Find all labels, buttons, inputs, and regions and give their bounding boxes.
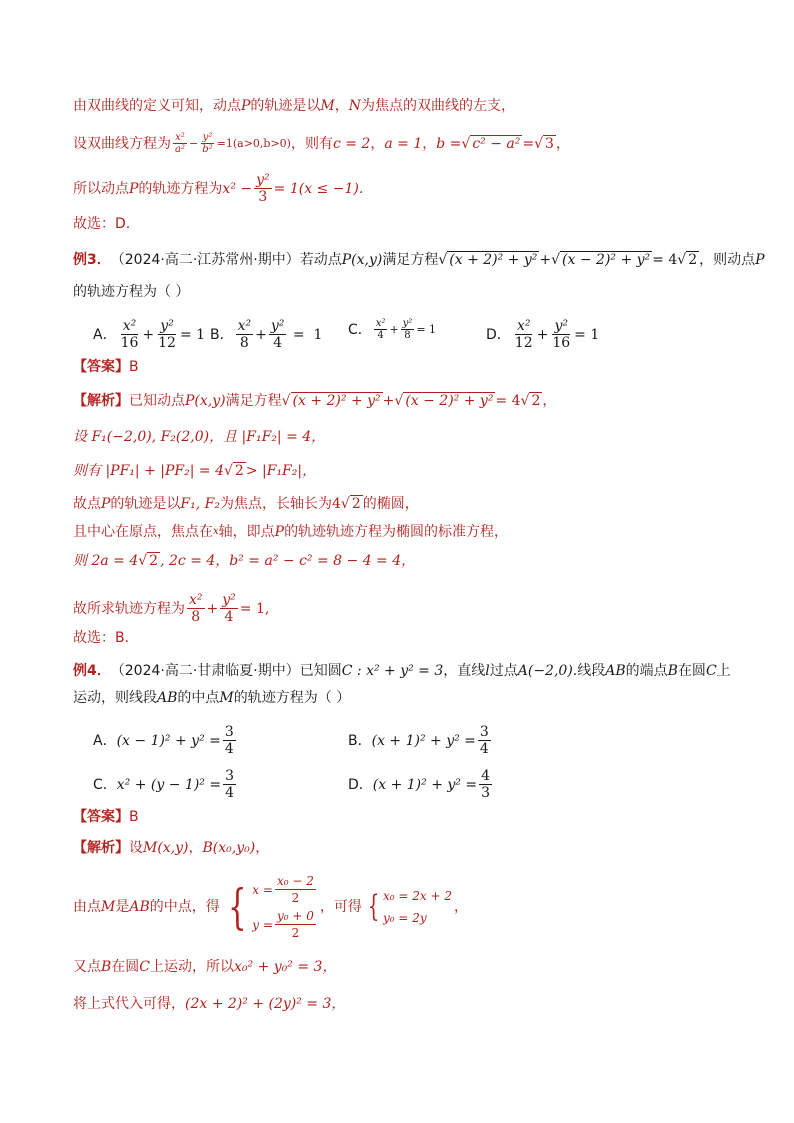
numerator: 3 [224, 724, 234, 740]
math: x² + (y − 1)² = [116, 776, 222, 793]
fraction [220, 592, 238, 625]
math: B(x₀,y₀) [202, 840, 256, 856]
text: ， [188, 840, 203, 856]
text: .线段 [572, 663, 606, 679]
text: 过点 [489, 663, 518, 679]
fraction [119, 318, 141, 351]
text: 又点 [73, 959, 101, 975]
text: ，直线 [443, 663, 486, 679]
denominator: 4 [224, 609, 234, 625]
ex3-option-a[interactable]: A． $\frac{\text{x²}}{16}$ + $\frac{\text{y²}}{12}$ = 1 [93, 318, 206, 351]
denominator: 2 [291, 891, 300, 905]
text: 满足方程 [225, 393, 282, 409]
numerator: 3 [225, 768, 235, 784]
numerator: 4 [481, 768, 491, 784]
fraction [550, 318, 572, 351]
text: 满足方程 [382, 252, 439, 268]
numerator: y² [202, 132, 213, 143]
numerator: x² [375, 318, 386, 329]
text: ， [555, 135, 570, 152]
denominator: 4 [224, 741, 234, 757]
fraction [374, 318, 388, 341]
ex3-solution-line-8 [73, 628, 754, 648]
math: > |F₁F₂|， [245, 463, 317, 479]
ex4-answer [73, 807, 754, 827]
math-x: x [213, 526, 219, 537]
radicand: (x + 2)² + y² [292, 393, 381, 409]
math-text: 设 F₁(−2,0), F₂(2,0)，且 |F₁F₂| = 4， [73, 429, 326, 445]
text: 的端点 [625, 663, 668, 679]
top-line-2: 设双曲线方程为 $\frac{\text{x²}}{\text{a²}}$ − $\frac{\text{y²}}{\text{b²}}$ =1(a>0,b>0) ，则有 c = 2 ， a = 1 ， b = √ c² − a² = √ 3 ， [73, 132, 570, 155]
math: = 1(x ≤ −1). [273, 180, 364, 197]
ex4-option-c[interactable] [93, 768, 238, 801]
ex3-solution-line-1 [73, 391, 754, 411]
ex4-option-d[interactable] [348, 768, 494, 801]
math: A(−2,0) [517, 663, 573, 679]
math: y₀ = 2y [382, 911, 427, 925]
fraction-y2-b2 [200, 132, 214, 155]
math-M: M [320, 98, 335, 114]
fraction [223, 768, 236, 801]
answer-value: B [129, 359, 139, 375]
fraction [275, 908, 316, 941]
ex4-option-a[interactable] [93, 724, 238, 757]
sqrt-a: √ (x + 2)² + y² [281, 393, 381, 409]
top-line-3 [73, 172, 754, 205]
ex3-solution-line-3 [73, 461, 754, 481]
text: 的轨迹方程为（ ） [73, 284, 190, 300]
math: C : x² + y² = 3 [341, 663, 444, 679]
denominator: 3 [481, 785, 491, 801]
text: 的中点，得 [149, 899, 220, 915]
ex4-question-line-2 [73, 688, 754, 708]
ex4-solution-line-3 [73, 957, 754, 977]
text: 所以动点 [73, 180, 129, 197]
text: （2024·高二·江苏常州·期中）若动点 [110, 252, 342, 268]
radicand: 2 [149, 553, 159, 569]
radicand: (x + 2)² + y² [449, 252, 538, 268]
ex4-solution-line-2 [73, 872, 754, 942]
equation-system-1: { x = $\frac{\text{x₀ − 2}}{2}$ y = $\frac{\text{y₀ + 0}}{2}$ [227, 874, 314, 940]
radicand: (x − 2)² + y² [405, 393, 494, 409]
radicand: 2 [234, 463, 244, 479]
denominator: 12 [514, 335, 533, 351]
option-label: A． [93, 326, 117, 343]
sqrt-expr: √ c² − a² [461, 135, 521, 152]
text: 将上式代入可得， [73, 996, 185, 1012]
sqrt-2: √ 2 [520, 393, 541, 409]
text: 为焦点，长轴长为 [219, 496, 332, 512]
ex4-solution-line-1 [73, 838, 754, 858]
math-P: P [101, 496, 111, 512]
radicand: 2 [531, 393, 541, 409]
text: 已知动点 [129, 393, 185, 409]
solution-tag: 【解析】 [73, 840, 129, 856]
text: 的轨迹是以 [110, 496, 181, 512]
answer-tag: 【答案】 [73, 809, 129, 825]
text: 上运动，所以 [150, 959, 235, 975]
math: B [101, 959, 112, 975]
ex3-option-d[interactable]: D． $\frac{\text{x²}}{12}$ + $\frac{\text{y²}}{16}$ = 1 [486, 318, 600, 351]
text: ，则动点 [699, 252, 756, 268]
fraction [479, 768, 492, 801]
answer-tag: 【答案】 [73, 359, 129, 375]
ex3-solution-line-6 [73, 551, 754, 571]
example-label: 例3． [73, 252, 111, 268]
text: ， [422, 135, 437, 152]
math: x = [252, 882, 273, 897]
text: 由点 [73, 899, 101, 915]
fraction [236, 318, 254, 351]
denominator: 8 [191, 609, 201, 625]
math: C [705, 663, 717, 679]
math: =1(a>0,b>0) [216, 136, 291, 150]
math: AB [605, 663, 626, 679]
fraction-x2-a2 [173, 132, 187, 155]
denominator: 3 [258, 189, 268, 205]
denominator: 16 [552, 335, 571, 351]
math-P: P [755, 252, 765, 268]
denominator: a² [175, 144, 185, 155]
ex4-solution-line-4 [73, 994, 754, 1014]
ex3-option-b[interactable]: B． $\frac{\text{x²}}{8}$ + $\frac{\text{y²}}{4}$ = 1 [210, 318, 323, 351]
math: M [219, 690, 234, 706]
math: b² = a² − c² = 8 − 4 = 4， [229, 553, 416, 569]
sqrt-b: √ (x − 2)² + y² [551, 252, 651, 268]
math-P: P [274, 524, 285, 540]
ex3-option-c[interactable]: C． $\frac{\text{x²}}{4}$ + $\frac{\text{y²}}{8}$ = 1 [348, 318, 437, 341]
numerator: x₀ − 2 [276, 874, 314, 888]
sqrt-2: √ 2 [340, 496, 361, 512]
text: 在圆 [677, 663, 706, 679]
text: （2024·高二·甘肃临夏·期中）已知圆 [110, 663, 342, 679]
text: 在圆 [111, 959, 140, 975]
denominator: 2 [291, 926, 300, 940]
option-label: D． [348, 776, 373, 793]
text: 是 [115, 899, 130, 915]
radicand: 3 [545, 135, 554, 152]
fraction [156, 318, 178, 351]
fraction-y2-3 [254, 172, 272, 205]
text: 的中点 [177, 690, 220, 706]
math: M [101, 899, 116, 915]
numerator: y² [256, 172, 270, 188]
top-line-4 [73, 214, 754, 234]
radicand: c² − a² [472, 135, 521, 152]
denominator: 4 [225, 785, 235, 801]
top-line-1 [73, 96, 754, 116]
math: 4 [331, 496, 341, 512]
text: ， [453, 899, 468, 915]
text: 由双曲线的定义可知，动点 [73, 98, 241, 114]
text: 的轨迹轨迹方程为椭圆的标准方程， [284, 524, 509, 540]
text: 的轨迹方程为 [138, 180, 223, 197]
numerator: y² [160, 318, 174, 334]
text: 故点 [73, 496, 101, 512]
text: 且中心在原点，焦点在 [73, 524, 213, 540]
math: P(x,y) [341, 252, 383, 268]
math: P(x,y) [185, 393, 226, 409]
math-P: P [241, 98, 251, 114]
ex3-solution-line-5 [73, 522, 754, 542]
math: x² − [222, 180, 253, 197]
sqrt-2: √ 2 [223, 463, 244, 479]
example-label: 例4． [73, 663, 111, 679]
text: 设双曲线方程为 [73, 135, 171, 152]
math: a = 1 [384, 135, 423, 152]
math-N: N [348, 98, 362, 114]
ex3-solution-line-7: 故所求轨迹方程为 $\frac{\text{x²}}{8}$ + $\frac{\text{y²}}{4}$ = 1, [73, 592, 270, 625]
math: x₀² + y₀² = 3， [234, 959, 337, 975]
fraction [187, 592, 205, 625]
option-label: D． [486, 326, 511, 343]
math: (x + 1)² + y² = [372, 776, 478, 793]
equation-system-2: { x₀ = 2x + 2 y₀ = 2y [364, 886, 452, 928]
text: ，可得 [319, 899, 362, 915]
math: + [382, 393, 395, 409]
radicand: (x − 2)² + y² [562, 252, 651, 268]
math: y = [252, 917, 273, 932]
math: c = 2 [332, 135, 371, 152]
option-label: B． [348, 732, 372, 749]
text: 的轨迹方程为（ ） [233, 690, 351, 706]
numerator: y² [402, 318, 413, 329]
option-label: C． [348, 321, 372, 338]
fraction [223, 724, 236, 757]
numerator: 3 [479, 724, 489, 740]
ex3-question-line-1 [73, 250, 765, 270]
option-label: C． [93, 776, 117, 793]
math: (x − 1)² + y² = [116, 732, 221, 749]
denominator: 4 [479, 741, 489, 757]
text: 设 [129, 840, 143, 856]
text: ， [542, 393, 557, 409]
ex3-solution-line-4 [73, 494, 754, 514]
math: C [139, 959, 151, 975]
text: 为焦点的双曲线的左支， [361, 98, 516, 114]
text: 轴，即点 [218, 524, 275, 540]
fraction [513, 318, 535, 351]
option-label: A． [93, 732, 117, 749]
sqrt-b: √ (x − 2)² + y² [394, 393, 494, 409]
denominator: b² [202, 144, 213, 155]
denominator: 8 [239, 335, 249, 351]
text: 的轨迹是以 [250, 98, 321, 114]
answer-value: B [129, 809, 139, 825]
math: + [539, 252, 552, 268]
ex4-question-line-1 [73, 661, 754, 681]
denominator: 16 [120, 335, 139, 351]
numerator: y² [222, 592, 236, 608]
math: F₁, F₂ [180, 496, 220, 512]
ex3-question-line-2 [73, 282, 754, 302]
radicand: 2 [351, 496, 361, 512]
math: = 1, [239, 600, 270, 617]
math-P: P [129, 180, 139, 197]
text: 故选：B. [73, 630, 130, 646]
math: = [522, 135, 535, 152]
numerator: y² [270, 318, 285, 334]
numerator: y² [554, 318, 569, 334]
fraction [269, 318, 287, 351]
math: b = [436, 135, 462, 152]
text: ， [370, 135, 385, 152]
text: 运动，则线段 [73, 690, 157, 706]
sqrt-2: √ 2 [677, 252, 698, 268]
denominator: 4 [377, 330, 384, 341]
text: 故所求轨迹方程为 [73, 600, 185, 617]
math-l: l [485, 663, 490, 679]
math: = 4 [652, 252, 678, 268]
numerator: x² [122, 318, 137, 334]
math: M(x,y) [143, 840, 189, 856]
radicand: 2 [688, 252, 698, 268]
math: B [667, 663, 678, 679]
denominator: 8 [404, 330, 411, 341]
math: AB [157, 690, 178, 706]
numerator: x² [175, 132, 185, 143]
text: 上 [716, 663, 731, 679]
denominator: 12 [158, 335, 176, 351]
math: = 4 [495, 393, 521, 409]
fraction [401, 318, 415, 341]
text: ，则有 [290, 135, 333, 152]
fraction [478, 724, 491, 757]
math: 则 2a = 4 [73, 553, 139, 569]
solution-tag: 【解析】 [73, 393, 129, 409]
math: (2x + 2)² + (2y)² = 3， [185, 996, 346, 1012]
numerator: x² [516, 318, 531, 334]
numerator: y₀ + 0 [276, 909, 314, 923]
text: ， [255, 840, 270, 856]
numerator: x² [189, 592, 203, 608]
text: 的椭圆， [362, 496, 419, 512]
ex3-solution-line-2 [73, 427, 754, 447]
ex3-answer [73, 357, 754, 377]
text: ， [334, 98, 349, 114]
text: 故选：D. [73, 216, 131, 232]
sqrt-a: √ (x + 2)² + y² [438, 252, 538, 268]
math: 则有 |PF₁| + |PF₂| = 4 [73, 463, 224, 479]
sqrt-2: √ 2 [138, 553, 159, 569]
math: (x + 1)² + y² = [371, 732, 476, 749]
fraction [275, 873, 316, 906]
math: , 2c = 4， [160, 553, 230, 569]
math: x₀ = 2x + 2 [382, 889, 452, 903]
numerator: x² [237, 318, 252, 334]
sqrt-3: √ 3 [534, 135, 554, 152]
option-label: B． [210, 326, 234, 343]
denominator: 4 [273, 335, 283, 351]
ex4-option-b[interactable] [348, 724, 493, 757]
math: AB [129, 899, 150, 915]
